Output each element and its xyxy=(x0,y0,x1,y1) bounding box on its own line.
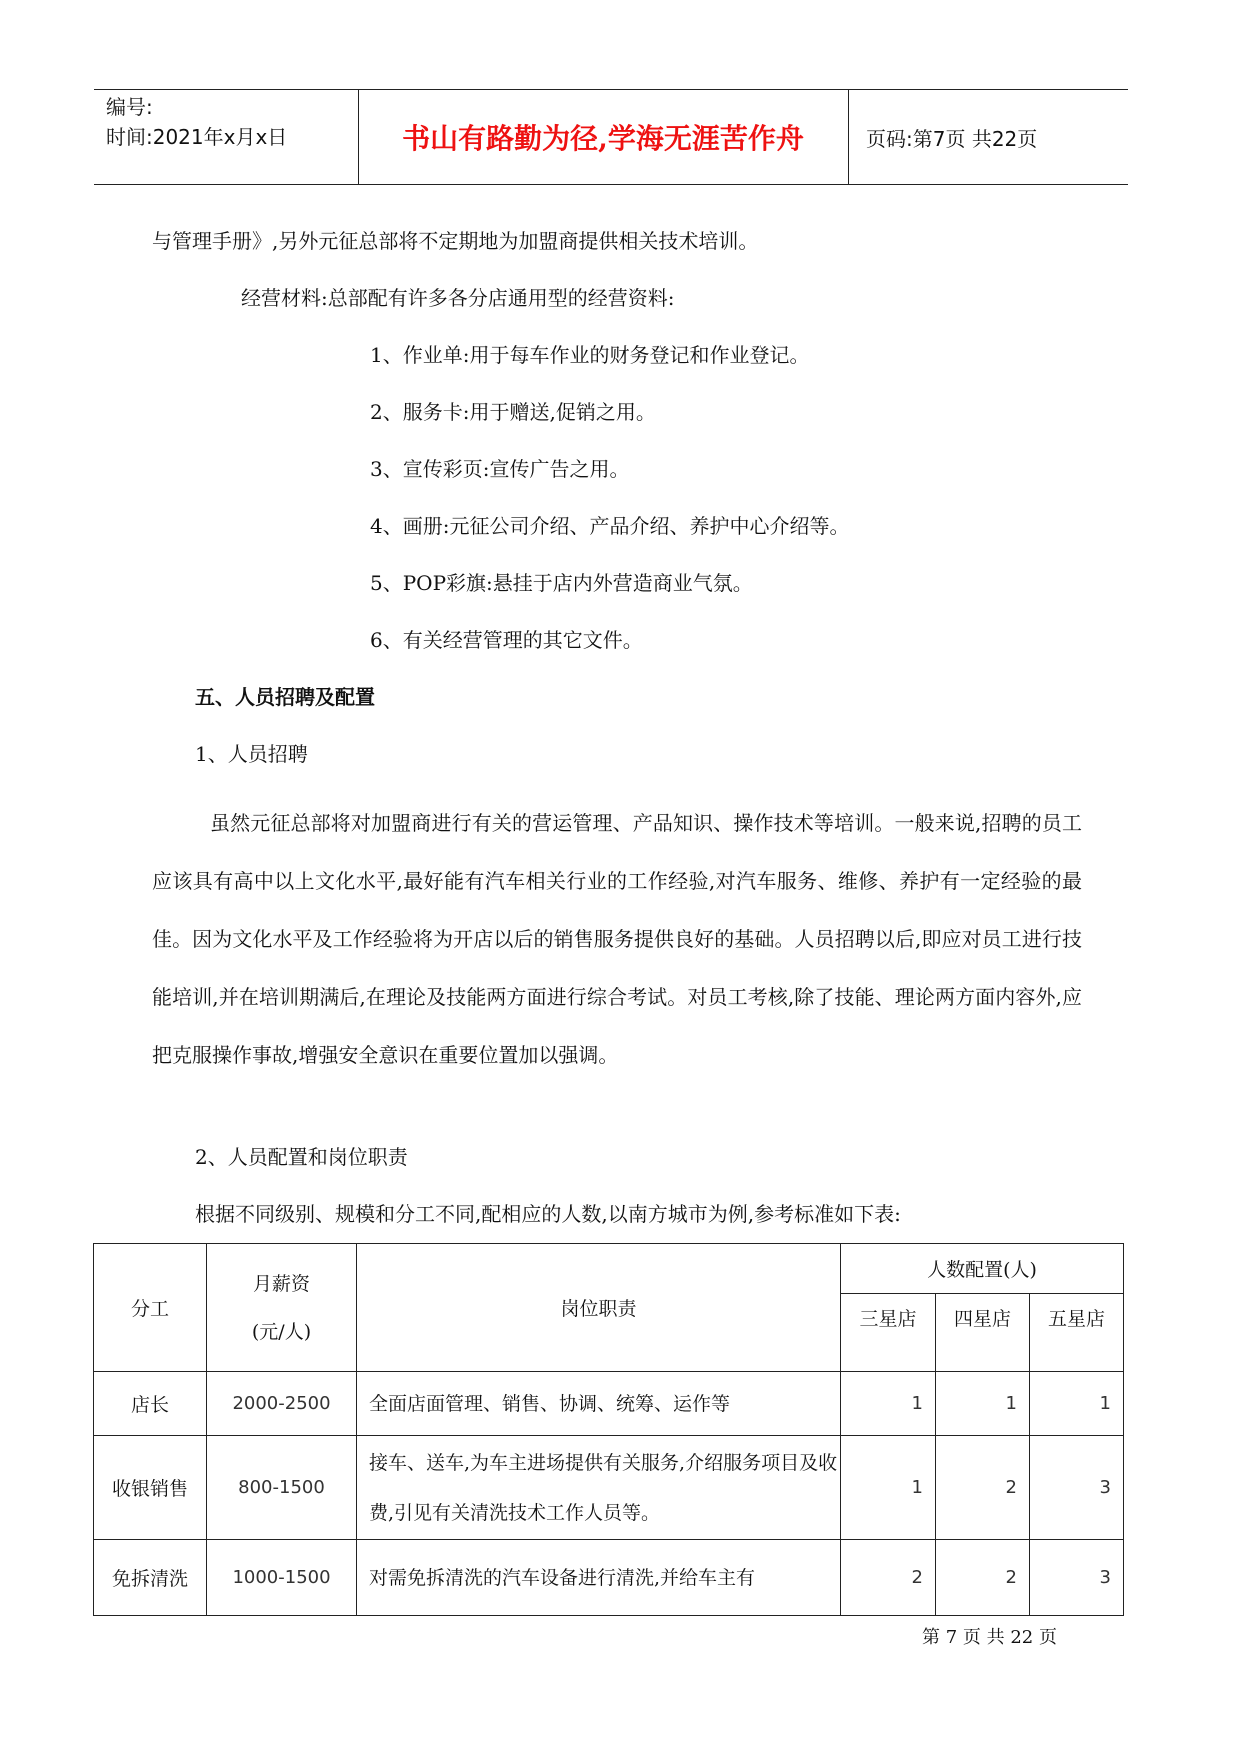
header-salary-label: 月薪资 xyxy=(252,1272,310,1295)
intro-line: 与管理手册》,另外元征总部将不定期地为加盟商提供相关技术培训。 xyxy=(152,229,759,253)
cell-role: 店长 xyxy=(94,1372,207,1436)
header-division: 分工 xyxy=(94,1244,207,1372)
table-row xyxy=(94,1540,1124,1616)
cell-3star: 2 xyxy=(841,1540,936,1616)
cell-salary: 1000-1500 xyxy=(207,1540,357,1616)
cell-5star: 3 xyxy=(1030,1540,1124,1616)
subsection-heading: 1、人员招聘 xyxy=(195,742,308,766)
section-heading: 五、人员招聘及配置 xyxy=(195,685,375,709)
page-header xyxy=(94,89,1128,185)
cell-role: 收银销售 xyxy=(94,1436,207,1540)
list-item: 4、画册:元征公司介绍、产品介绍、养护中心介绍等。 xyxy=(370,514,850,538)
table-intro: 根据不同级别、规模和分工不同,配相应的人数,以南方城市为例,参考标准如下表: xyxy=(195,1202,901,1226)
header-time: 时间:2021年x月x日 xyxy=(106,125,288,149)
table-row xyxy=(94,1372,1124,1436)
header-3star: 三星店 xyxy=(841,1294,936,1372)
cell-salary: 2000-2500 xyxy=(207,1372,357,1436)
cell-duty: 对需免拆清洗的汽车设备进行清洗,并给车主有 xyxy=(357,1540,841,1616)
cell-5star: 3 xyxy=(1030,1436,1124,1540)
cell-salary: 800-1500 xyxy=(207,1436,357,1540)
header-divider xyxy=(848,90,849,184)
materials-title: 经营材料:总部配有许多各分店通用型的经营资料: xyxy=(241,286,675,310)
cell-duty: 接车、送车,为车主进场提供有关服务,介绍服务项目及收费,引见有关清洗技术工作人员等。 xyxy=(357,1436,841,1540)
page-footer: 第 7 页 共 22 页 xyxy=(922,1627,1057,1648)
header-duty: 岗位职责 xyxy=(357,1244,841,1372)
cell-role: 免拆清洗 xyxy=(94,1540,207,1616)
list-item: 2、服务卡:用于赠送,促销之用。 xyxy=(370,400,656,424)
cell-5star: 1 xyxy=(1030,1372,1124,1436)
list-item: 5、POP彩旗:悬挂于店内外营造商业气氛。 xyxy=(370,571,753,595)
cell-duty: 全面店面管理、销售、协调、统筹、运作等 xyxy=(357,1372,841,1436)
cell-4star: 2 xyxy=(936,1436,1030,1540)
header-meta xyxy=(106,92,287,152)
list-item: 6、有关经营管理的其它文件。 xyxy=(370,628,643,652)
recruitment-paragraph: 虽然元征总部将对加盟商进行有关的营运管理、产品知识、操作技术等培训。一般来说,招聘的员工应该具有高中以上文化水平,最好能有汽车相关行业的工作经验,对汽车服务、维修、养护有一定经验的最佳。因为文化水平及工作经验将为开店以后的销售服务提供良好的基础。人员招聘以后,即应对员工进行技能培训,并在培训期满后,在理论及技能两方面进行综合考试。对员工考核,除了技能、理论两方面内容外,应把克服操作事故,增强安全意识在重要位置加以强调。 xyxy=(152,811,1082,1067)
cell-4star: 2 xyxy=(936,1540,1030,1616)
cell-3star: 1 xyxy=(841,1372,936,1436)
header-salary xyxy=(207,1244,357,1372)
cell-3star: 1 xyxy=(841,1436,936,1540)
subsection-heading: 2、人员配置和岗位职责 xyxy=(195,1145,408,1169)
header-code: 编号: xyxy=(106,95,153,119)
header-page-number: 页码:第7页 共22页 xyxy=(866,126,1038,151)
staffing-table xyxy=(93,1243,1124,1616)
header-4star: 四星店 xyxy=(936,1294,1030,1372)
list-item: 1、作业单:用于每车作业的财务登记和作业登记。 xyxy=(370,343,810,367)
list-item: 3、宣传彩页:宣传广告之用。 xyxy=(370,457,630,481)
header-5star: 五星店 xyxy=(1030,1294,1124,1372)
header-motto: 书山有路勤为径,学海无涯苦作舟 xyxy=(402,122,804,155)
cell-4star: 1 xyxy=(936,1372,1030,1436)
table-row xyxy=(94,1436,1124,1540)
header-salary-unit: (元/人) xyxy=(251,1320,312,1343)
header-staff: 人数配置(人) xyxy=(841,1244,1124,1294)
